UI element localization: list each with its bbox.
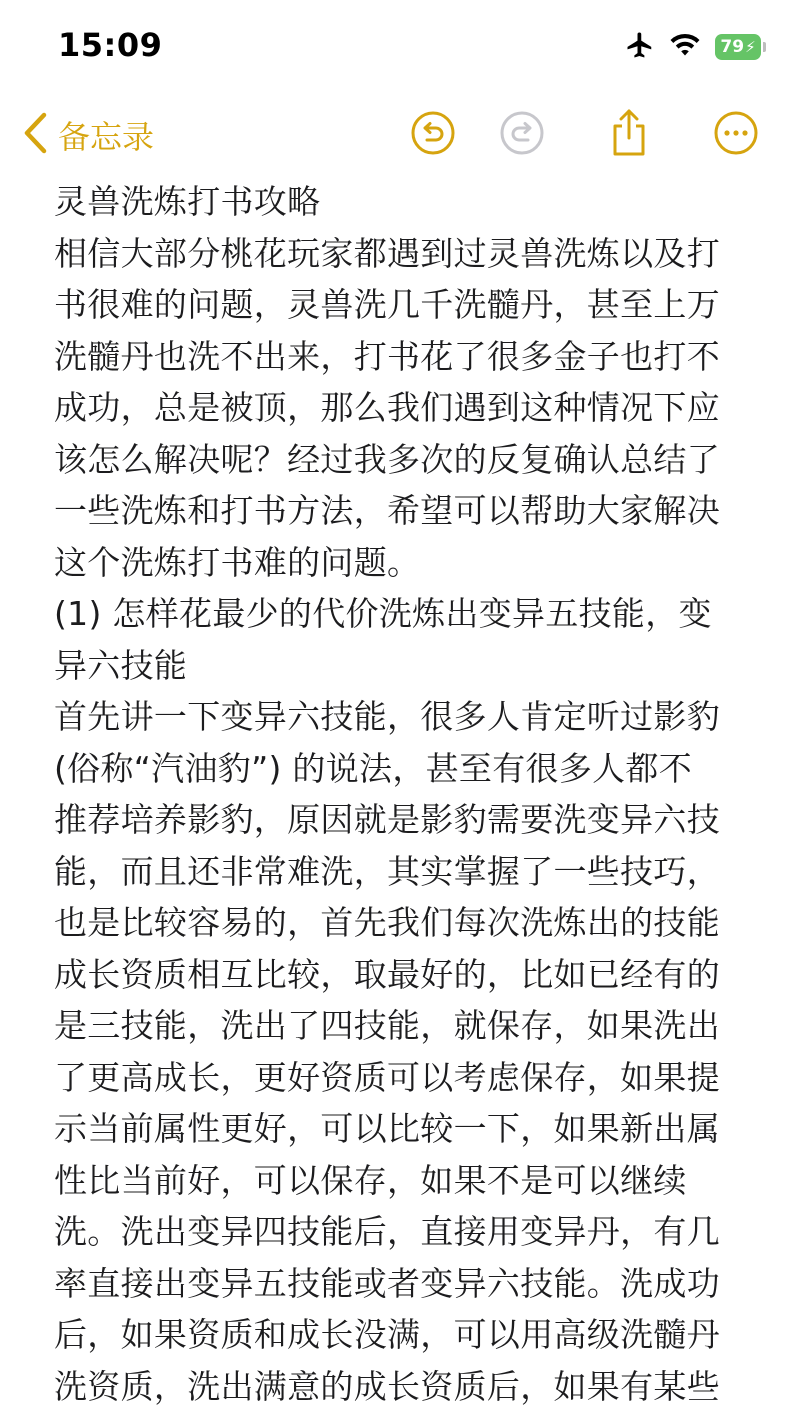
status-icons	[625, 30, 766, 64]
note-line: 该怎么解决呢？经过我多次的反复确认总结了	[54, 434, 734, 486]
note-line: 后，如果资质和成长没满，可以用高级洗髓丹	[54, 1309, 734, 1361]
charging-bolt-icon: ⚡	[745, 38, 756, 56]
share-button[interactable]	[604, 110, 654, 160]
note-line: (俗称“汽油豹”) 的说法，甚至有很多人都不	[54, 743, 734, 795]
undo-button[interactable]	[408, 110, 458, 160]
airplane-icon	[625, 30, 655, 64]
note-line: 成功，总是被顶，那么我们遇到这种情况下应	[54, 382, 734, 434]
back-label: 备忘录	[58, 112, 154, 158]
note-line: 了更高成长，更好资质可以考虑保存，如果提	[54, 1052, 734, 1104]
note-line: 推荐培养影豹，原因就是影豹需要洗变异六技	[54, 794, 734, 846]
note-line: 示当前属性更好，可以比较一下，如果新出属	[54, 1103, 734, 1155]
note-line: 成长资质相互比较，取最好的，比如已经有的	[54, 949, 734, 1001]
status-bar	[0, 0, 800, 96]
note-line: 一些洗炼和打书方法，希望可以帮助大家解决	[54, 485, 734, 537]
note-title: 灵兽洗炼打书攻略	[54, 176, 734, 228]
note-line: (1) 怎样花最少的代价洗炼出变异五技能，变	[54, 588, 734, 640]
note-line: 洗资质，洗出满意的成长资质后，如果有某些	[54, 1361, 734, 1412]
note-line: 洗髓丹也洗不出来，打书花了很多金子也打不	[54, 331, 734, 383]
note-line: 这个洗炼打书难的问题。	[54, 537, 734, 589]
redo-button[interactable]	[497, 110, 547, 160]
battery-cap	[763, 42, 766, 52]
redo-icon	[499, 110, 545, 160]
nav-bar	[0, 96, 800, 178]
more-icon	[713, 110, 759, 160]
wifi-icon	[669, 32, 701, 62]
note-body[interactable]	[54, 176, 734, 1412]
undo-icon	[410, 110, 456, 160]
share-icon	[606, 108, 652, 162]
note-line: 是三技能，洗出了四技能，就保存，如果洗出	[54, 1000, 734, 1052]
status-time: 15:09	[58, 26, 162, 64]
note-line: 异六技能	[54, 640, 734, 692]
note-line: 书很难的问题，灵兽洗几千洗髓丹，甚至上万	[54, 279, 734, 331]
note-line: 性比当前好，可以保存，如果不是可以继续	[54, 1155, 734, 1207]
note-line: 相信大部分桃花玩家都遇到过灵兽洗炼以及打	[54, 228, 734, 280]
battery-level: 79	[720, 37, 744, 57]
note-line: 率直接出变异五技能或者变异六技能。洗成功	[54, 1258, 734, 1310]
more-button[interactable]	[711, 110, 761, 160]
note-line: 洗。洗出变异四技能后，直接用变异丹，有几	[54, 1206, 734, 1258]
nav-actions	[0, 110, 800, 160]
note-line: 首先讲一下变异六技能，很多人肯定听过影豹	[54, 691, 734, 743]
battery-icon	[715, 34, 761, 60]
note-line: 也是比较容易的，首先我们每次洗炼出的技能	[54, 897, 734, 949]
note-line: 能，而且还非常难洗，其实掌握了一些技巧，	[54, 846, 734, 898]
